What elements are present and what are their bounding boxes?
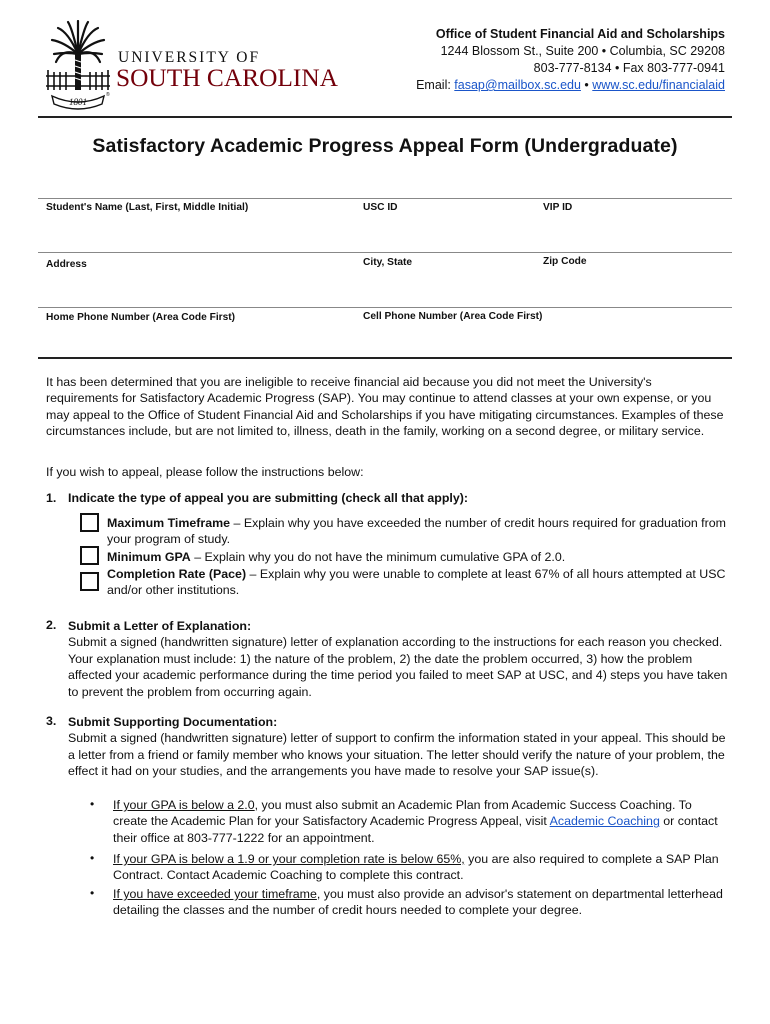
svg-text:SOUTH CAROLINA: SOUTH CAROLINA [116,65,338,92]
option-minimum-gpa [107,549,727,565]
label-usc-id: USC ID [363,202,398,213]
bullet-gpa-below-1-9 [113,851,728,884]
checkbox-completion-rate[interactable] [80,572,99,591]
option-label: Minimum GPA [107,550,191,564]
academic-coaching-link[interactable]: Academic Coaching [549,814,660,829]
step2-block [68,618,728,700]
label-zip: Zip Code [543,256,587,267]
university-logo [44,20,344,110]
bullet-underlined: If your GPA is below a 2.0 [113,798,255,812]
option-text: – Explain why you do not have the minimum cumulative GPA of 2.0. [190,550,566,564]
bullet-symbol: • [90,851,95,865]
checkbox-minimum-gpa[interactable] [80,546,99,565]
option-maximum-timeframe [107,515,727,548]
label-student-name: Student's Name (Last, First, Middle Initial) [46,202,249,213]
office-title: Office of Student Financial Aid and Scholarships [435,27,725,41]
bullet-symbol: • [90,797,95,811]
step1-number: 1. [46,491,57,505]
email-separator: • [580,78,593,92]
label-address: Address [46,259,87,270]
office-contact-block [416,26,725,94]
field-line-row1[interactable] [38,198,732,199]
bullet-text: , you must also submit an Academic Plan from Academic Success Coaching. To create the Academic Plan for your Satisfactory Academic Progress Appeal, visit [113,798,692,829]
step2-heading: Submit a Letter of Explanation: [68,619,252,633]
bullet-underlined: If your GPA is below a 1.9 or your completion rate is below 65%, [113,852,465,866]
instructions-intro: If you wish to appeal, please follow the instructions below: [46,465,364,479]
palmetto-tree-icon [44,20,344,110]
step1-heading: Indicate the type of appeal you are submitting (check all that apply): [68,491,469,505]
form-title: Satisfactory Academic Progress Appeal Form (Undergraduate) [92,135,678,157]
option-completion-rate [107,566,727,599]
office-email-line [416,77,725,94]
field-line-row2[interactable] [38,252,732,253]
option-label: Completion Rate (Pace) [107,567,247,581]
label-vip-id: VIP ID [543,202,573,213]
label-cell-phone: Cell Phone Number (Area Code First) [363,311,543,322]
svg-text:1801: 1801 [69,97,87,107]
option-text: – Explain why you have exceeded the number of credit hours required for graduation from your program of study. [107,516,726,547]
step3-number: 3. [46,714,57,728]
bullet-text: you are also required to complete a SAP Plan Contract. Contact Academic Coaching to complete this contract. [113,852,719,883]
email-link[interactable]: fasap@mailbox.sc.edu [454,78,581,92]
bullet-gpa-below-2 [113,797,728,846]
step3-heading: Submit Supporting Documentation: [68,715,278,729]
label-home-phone: Home Phone Number (Area Code First) [46,312,236,323]
field-line-row3[interactable] [38,307,732,308]
website-link[interactable]: www.sc.edu/financialaid [592,78,725,92]
fields-bottom-rule [38,357,732,359]
bullet-symbol: • [90,886,95,900]
office-address: 1244 Blossom St., Suite 200 • Columbia, SC 29208 [440,44,725,58]
bullet-text: , you must also provide an advisor's statement on departmental letterhead detailing the classes and the number of credit hours needed to complete your degree. [113,887,723,918]
bullet-underlined: If you have exceeded your timeframe [113,887,317,901]
header-rule [38,116,732,118]
step3-block [68,714,728,780]
step3-text: Submit a signed (handwritten signature) letter of support to confirm the information stated in your appeal. This should be a letter from a friend or family member who knows your situation. The letter should verify the nature of your problem, the effect it had on your studies, and the arrangements you have made to resolve your SAP issue(s). [68,731,726,779]
bullet-exceeded-timeframe [113,886,728,919]
intro-paragraph: It has been determined that you are ineligible to receive financial aid because you did not meet the University's requirements for Satisfactory Academic Progress (SAP). You may continue to attend classes at your own expense, or you may appeal to the Office of Student Financial Aid and Scholarships if you have mitigating circumstances. Examples of these circumstances include, but are not limited to, illness, death in the family, working on a second degree, or military service. [46,375,724,439]
label-city-state: City, State [363,257,413,268]
checkbox-maximum-timeframe[interactable] [80,513,99,532]
option-label: Maximum Timeframe [107,516,231,530]
svg-text:UNIVERSITY OF: UNIVERSITY OF [118,49,261,66]
bullet-text: or contact their office at 803-777-1222 for an appointment. [113,814,718,845]
svg-text:®: ® [106,92,110,98]
step2-text: Submit a signed (handwritten signature) letter of explanation according to the instructions for each reason you checked. Your explanation must include: 1) the nature of the problem, 2) the date the problem occurred, 3) how the problem affected your academic performance during the time period you failed to meet SAP at USC, and 4) steps you have taken to prevent the problem from occurring again. [68,635,728,699]
step2-number: 2. [46,618,57,632]
option-text: – Explain why you were unable to complete at least 67% of all hours attempted at USC and/or other institutions. [107,567,726,598]
office-phone: 803-777-8134 • Fax 803-777-0941 [533,61,725,75]
email-label: Email: [416,78,455,92]
